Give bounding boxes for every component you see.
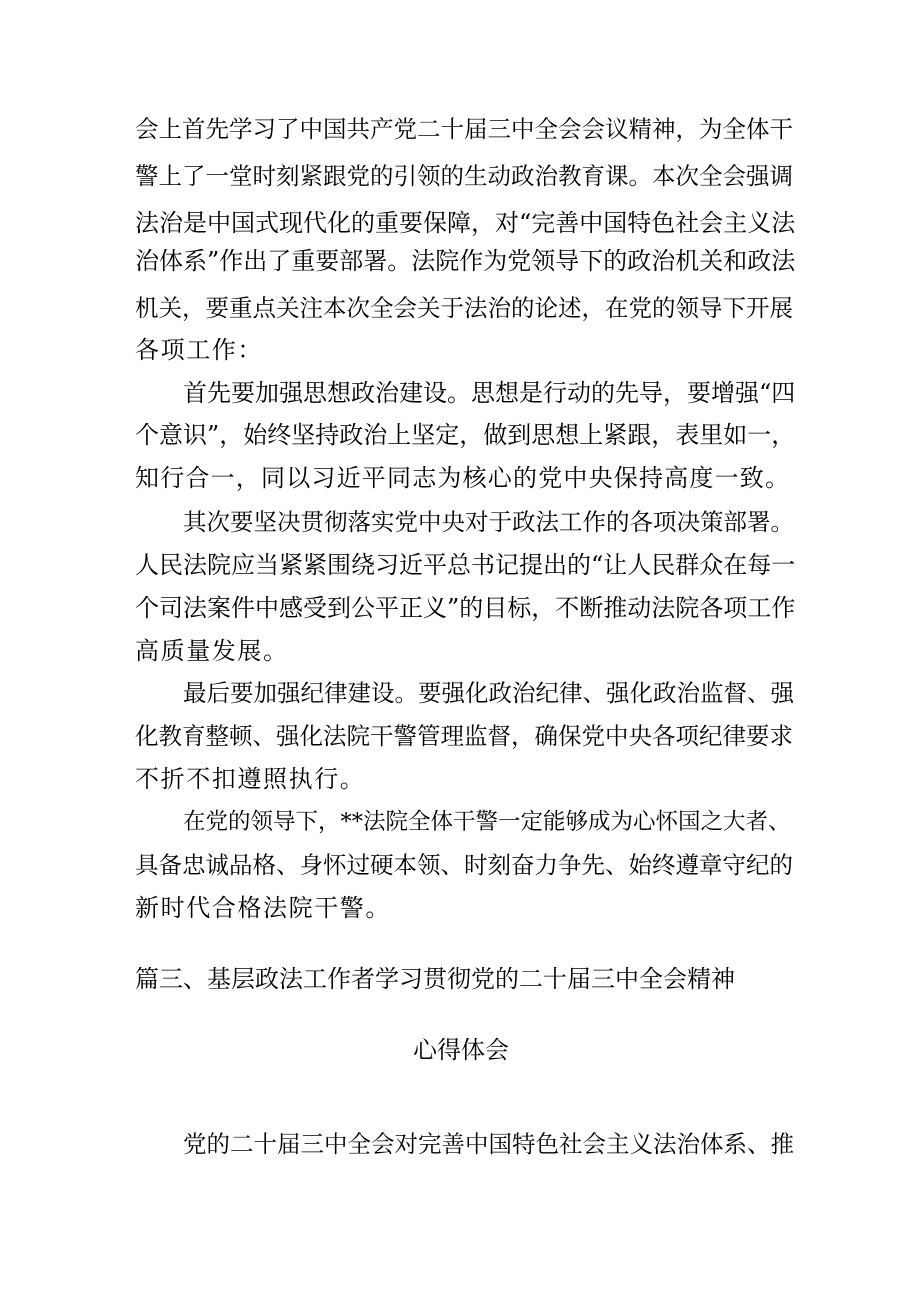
paragraph-3-line-1: 其次要坚决贯彻落实党中央对于政法工作的各项决策部署。 bbox=[183, 508, 794, 536]
paragraph-2-line-1: 首先要加强思想政治建设。思想是行动的先导，要增强“四 bbox=[183, 379, 796, 407]
section-heading-line-1: 篇三、基层政法工作者学习贯彻党的二十届三中全会精神 bbox=[135, 965, 735, 993]
section-heading-line-2: 心得体会 bbox=[413, 1036, 509, 1064]
final-paragraph-line-1: 党的二十届三中全会对完善中国特色社会主义法治体系、推 bbox=[183, 1130, 794, 1158]
paragraph-3-line-4: 高质量发展。 bbox=[135, 637, 289, 665]
paragraph-1-line-3: 法治是中国式现代化的重要保障，对“完善中国特色社会主义法 bbox=[135, 209, 796, 237]
paragraph-5-line-1: 在党的领导下，**法院全体干警一定能够成为心怀国之大者、 bbox=[183, 809, 791, 835]
paragraph-4-line-1: 最后要加强纪律建设。要强化政治纪律、强化政治监督、强 bbox=[183, 679, 794, 707]
paragraph-1-line-2: 警上了一堂时刻紧跟党的引领的生动政治教育课。本次全会强调 bbox=[135, 162, 793, 190]
paragraph-2-line-2: 个意识”，始终坚持政治上坚定，做到思想上紧跟，表里如一， bbox=[135, 421, 796, 449]
paragraph-5-line-3: 新时代合格法院干警。 bbox=[135, 894, 391, 922]
paragraph-1-line-4: 治体系”作出了重要部署。法院作为党领导下的政治机关和政法 bbox=[135, 247, 796, 275]
paragraph-3-line-3: 个司法案件中感受到公平正义”的目标，不断推动法院各项工作 bbox=[135, 594, 796, 622]
paragraph-5-line-2: 具备忠诚品格、身怀过硬本领、时刻奋力争先、始终遵章守纪的 bbox=[135, 851, 793, 879]
paragraph-1-line-6: 各项工作： bbox=[135, 336, 263, 364]
paragraph-1-line-5: 机关，要重点关注本次全会关于法治的论述，在党的领导下开展 bbox=[135, 294, 793, 322]
paragraph-2-line-3: 知行合一，同以习近平同志为核心的党中央保持高度一致。 bbox=[135, 464, 791, 492]
paragraph-4-line-3: 不折不扣遵照执行。 bbox=[135, 765, 366, 793]
paragraph-3-line-2: 人民法院应当紧紧围绕习近平总书记提出的“让人民群众在每一 bbox=[135, 551, 796, 579]
paragraph-4-line-2: 化教育整顿、强化法院干警管理监督，确保党中央各项纪律要求 bbox=[135, 722, 793, 750]
paragraph-1-line-1: 会上首先学习了中国共产党二十届三中全会会议精神，为全体干 bbox=[135, 115, 793, 143]
